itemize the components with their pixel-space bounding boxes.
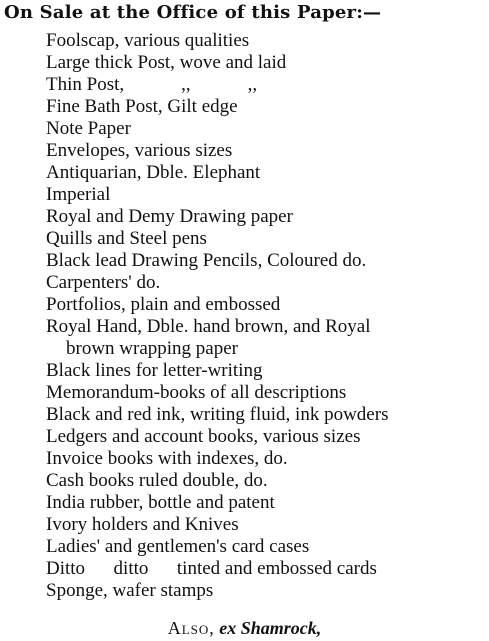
list-item: Portfolios, plain and embossed	[46, 294, 281, 315]
list-item: Ledgers and account books, various sizes	[46, 426, 361, 447]
list-item: Black lead Drawing Pencils, Coloured do.	[46, 250, 367, 271]
list-item: Antiquarian, Dble. Elephant	[46, 162, 261, 183]
list-item: Royal Hand, Dble. hand brown, and Royal	[46, 316, 371, 337]
list-item: Sponge, wafer stamps	[46, 580, 214, 601]
list-item: Ditto ditto tinted and embossed cards	[46, 558, 377, 579]
list-item: Imperial	[46, 184, 111, 205]
list-item: Envelopes, various sizes	[46, 140, 233, 161]
list-item: Cash books ruled double, do.	[46, 470, 268, 491]
list-item: Quills and Steel pens	[46, 228, 207, 249]
list-item: Carpenters' do.	[46, 272, 161, 293]
list-item: Thin Post, ,, ,,	[46, 74, 258, 95]
list-item: Black and red ink, writing fluid, ink powders	[46, 404, 389, 425]
list-item: Memorandum-books of all descriptions	[46, 382, 347, 403]
list-item: Note Paper	[46, 118, 131, 139]
list-item: Foolscap, various qualities	[46, 30, 250, 51]
list-item: Invoice books with indexes, do.	[46, 448, 288, 469]
list-item: India rubber, bottle and patent	[46, 492, 275, 513]
list-item: Fine Bath Post, Gilt edge	[46, 96, 238, 117]
advertisement-heading: On Sale at the Office of this Paper:—	[4, 2, 382, 23]
list-item: Royal and Demy Drawing paper	[46, 206, 293, 227]
footer-ship-name: ex Shamrock,	[219, 618, 322, 638]
advertisement-footer	[0, 618, 489, 639]
footer-also: Also,	[167, 618, 215, 638]
list-item: Large thick Post, wove and laid	[46, 52, 287, 73]
list-item-continuation: brown wrapping paper	[66, 338, 239, 359]
list-item: Black lines for letter-writing	[46, 360, 263, 381]
list-item: Ladies' and gentlemen's card cases	[46, 536, 310, 557]
list-item: Ivory holders and Knives	[46, 514, 239, 535]
